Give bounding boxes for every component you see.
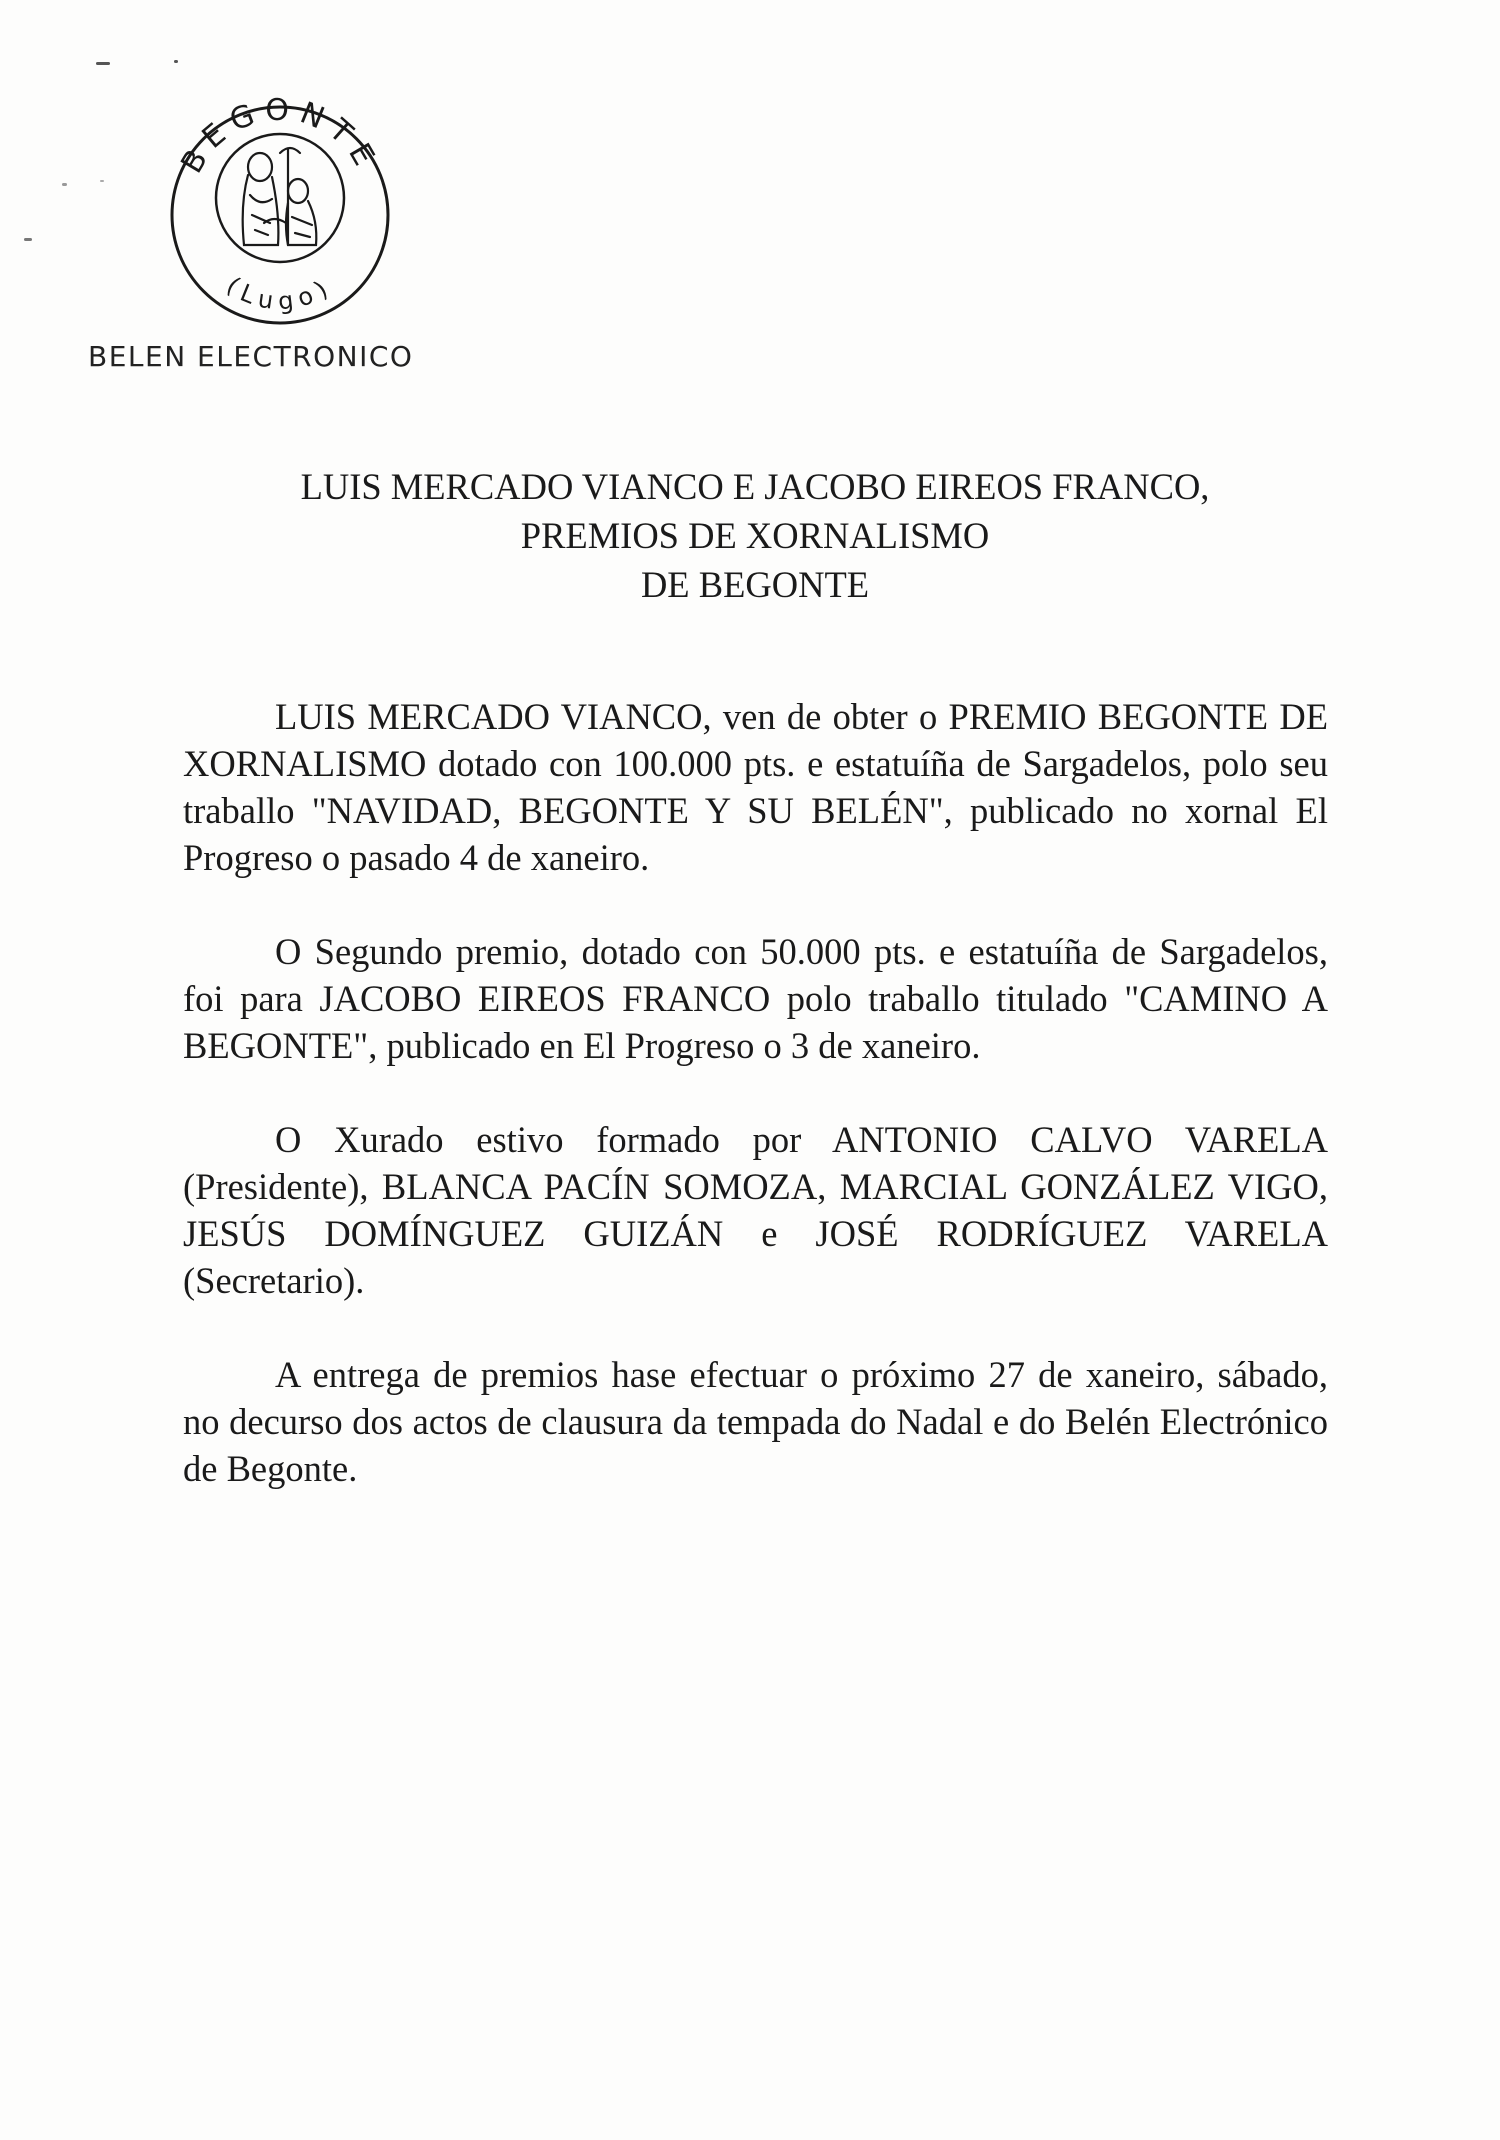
paragraph-second-prize: O Segundo premio, dotado con 50.000 pts. e estatuíña de Sargadelos, foi para JACOBO EIREOS FRANCO polo traballo titulado "CAMINO A BEGONTE", publicado en El Progreso o 3 de xaneiro. xyxy=(183,931,1328,1066)
svg-text:(Lugo) xyxy=(221,271,338,315)
document-title xyxy=(180,462,1330,609)
paragraph-jury: O Xurado estivo formado por ANTONIO CALVO VARELA (Presidente), BLANCA PACÍN SOMOZA, MARCIAL GONZÁLEZ VIGO, JESÚS DOMÍNGUEZ GUIZÁN e JOSÉ RODRÍGUEZ VARELA (Secretario). xyxy=(183,1119,1328,1301)
document-body xyxy=(183,693,1328,1492)
seal-bottom-text: (Lugo) xyxy=(221,271,339,316)
scan-speck xyxy=(100,180,104,182)
svg-text:BEGONTE xyxy=(174,95,385,179)
organization-name: BELEN ELECTRONICO xyxy=(88,340,414,373)
title-line-1: LUIS MERCADO VIANCO E JACOBO EIREOS FRANCO, xyxy=(300,466,1210,507)
scan-speck xyxy=(96,62,110,65)
title-line-3: DE BEGONTE xyxy=(640,564,870,605)
scan-speck xyxy=(24,238,32,241)
scan-speck xyxy=(62,183,67,186)
paragraph-award-ceremony: A entrega de premios hase efectuar o próximo 27 de xaneiro, sábado, no decurso dos actos de clausura da tempada do Nadal e do Belén Electrónico de Begonte. xyxy=(183,1354,1328,1489)
seal-top-text: BEGONTE xyxy=(174,95,386,180)
title-line-2: PREMIOS DE XORNALISMO xyxy=(520,515,990,556)
begonte-seal-logo xyxy=(160,95,400,335)
paragraph-first-prize: LUIS MERCADO VIANCO, ven de obter o PREMIO BEGONTE DE XORNALISMO dotado con 100.000 pts. e estatuíña de Sargadelos, polo seu traballo "NAVIDAD, BEGONTE Y SU BELÉN", publicado no xornal El Progreso o pasado 4 de xaneiro. xyxy=(183,696,1328,878)
scan-speck xyxy=(174,60,178,63)
nativity-figures-icon xyxy=(243,148,317,245)
